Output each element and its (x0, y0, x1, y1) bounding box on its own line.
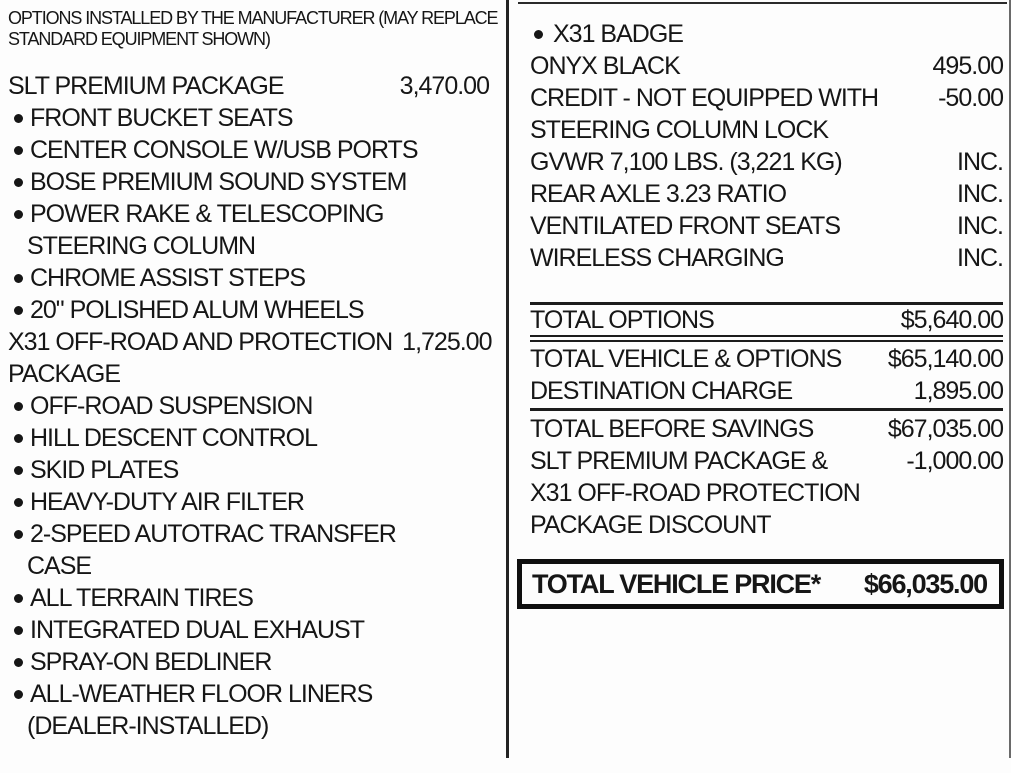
option-text: SPRAY-ON BEDLINER (30, 648, 272, 676)
option-row (8, 70, 489, 102)
option-text: STEERING COLUMN LOCK (530, 116, 829, 144)
bullet-icon (8, 614, 30, 646)
bullet-icon (530, 18, 553, 50)
option-row (8, 678, 489, 710)
option-text: GVWR 7,100 LBS. (3,221 KG) (530, 148, 842, 176)
totals-row (530, 413, 1003, 445)
totals-row (530, 477, 1003, 509)
option-text: ALL-WEATHER FLOOR LINERS (30, 680, 373, 708)
options-right-column (507, 0, 1011, 609)
option-row (8, 230, 489, 262)
totals-row (530, 375, 1003, 407)
option-text: WIRELESS CHARGING (530, 244, 784, 272)
option-row (530, 82, 1003, 114)
totals-label: SLT PREMIUM PACKAGE & (530, 447, 828, 475)
totals-label: TOTAL OPTIONS (530, 306, 714, 334)
totals-section (530, 302, 1003, 543)
option-row (530, 114, 1003, 146)
bullet-icon (8, 518, 30, 550)
option-text: POWER RAKE & TELESCOPING (30, 200, 384, 228)
totals-label: PACKAGE DISCOUNT (530, 511, 771, 539)
option-text: STEERING COLUMN (27, 232, 256, 260)
option-price: INC. (957, 212, 1003, 240)
option-row (530, 210, 1003, 242)
option-row (8, 550, 489, 582)
option-row (8, 166, 489, 198)
option-text: INTEGRATED DUAL EXHAUST (30, 616, 364, 644)
totals-row (530, 509, 1003, 541)
totals-value: $5,640.00 (900, 306, 1003, 334)
option-text: OFF-ROAD SUSPENSION (30, 392, 313, 420)
bullet-icon (8, 262, 30, 294)
totals-value (993, 477, 1003, 509)
totals-vehicle-group (530, 342, 1003, 411)
bullet-icon (8, 102, 30, 134)
option-price: 3,470.00 (399, 72, 489, 100)
option-text: BOSE PREMIUM SOUND SYSTEM (30, 168, 407, 196)
option-text: SKID PLATES (30, 456, 179, 484)
bullet-icon (8, 422, 30, 454)
option-text: HEAVY-DUTY AIR FILTER (30, 488, 304, 516)
option-row (8, 518, 489, 550)
option-text: SLT PREMIUM PACKAGE (8, 72, 284, 100)
option-row (8, 326, 492, 358)
option-row (8, 422, 489, 454)
bullet-icon (8, 486, 30, 518)
totals-value: $65,140.00 (887, 345, 1003, 373)
option-row (8, 710, 489, 742)
totals-row (530, 305, 1003, 335)
totals-value (993, 509, 1003, 541)
option-row (8, 134, 489, 166)
option-row (8, 486, 489, 518)
option-text: REAR AXLE 3.23 RATIO (530, 180, 787, 208)
option-row (8, 646, 489, 678)
header-line-1: OPTIONS INSTALLED BY THE MANUFACTURER (MAY REPLACE (8, 8, 498, 28)
bullet-icon (8, 294, 30, 326)
totals-label: TOTAL VEHICLE & OPTIONS (530, 345, 842, 373)
option-row (530, 242, 1003, 274)
option-text: X31 OFF-ROAD AND PROTECTION (8, 328, 393, 356)
bullet-icon (8, 198, 30, 230)
option-row (8, 102, 489, 134)
option-row (8, 198, 489, 230)
total-price-box (517, 559, 1004, 609)
bullet-icon (8, 582, 30, 614)
option-row (8, 614, 489, 646)
bullet-icon (8, 646, 30, 678)
totals-label: X31 OFF-ROAD PROTECTION (530, 479, 860, 507)
option-text: PACKAGE (8, 360, 121, 388)
bullet-icon (8, 166, 30, 198)
option-row (530, 50, 1003, 82)
option-text: CREDIT - NOT EQUIPPED WITH (530, 84, 879, 112)
option-price: INC. (957, 244, 1003, 272)
totals-value: 1,895.00 (913, 377, 1003, 405)
left-options-list (8, 70, 492, 742)
totals-options-group (530, 302, 1003, 342)
totals-row (530, 445, 1003, 477)
bullet-icon (8, 678, 30, 710)
totals-label: TOTAL BEFORE SAVINGS (530, 415, 814, 443)
option-row (530, 18, 1003, 50)
section-top-rule (518, 2, 1007, 4)
totals-value: $67,035.00 (887, 415, 1003, 443)
option-text: CHROME ASSIST STEPS (30, 264, 306, 292)
option-price: INC. (957, 148, 1003, 176)
option-row (8, 358, 489, 390)
option-text: HILL DESCENT CONTROL (30, 424, 318, 452)
option-text: CASE (27, 552, 92, 580)
option-text: 2-SPEED AUTOTRAC TRANSFER (30, 520, 396, 548)
totals-label: DESTINATION CHARGE (530, 377, 793, 405)
totals-value: -1,000.00 (906, 447, 1003, 475)
totals-row (530, 343, 1003, 375)
option-price: 495.00 (932, 52, 1003, 80)
option-row (8, 582, 489, 614)
option-price: -50.00 (938, 84, 1003, 112)
option-row (8, 294, 489, 326)
bullet-icon (8, 134, 30, 166)
option-text: (DEALER-INSTALLED) (27, 712, 269, 740)
options-left-column (0, 0, 507, 742)
option-row (8, 262, 489, 294)
total-price-value: $66,035.00 (863, 569, 987, 599)
header-line-2: STANDARD EQUIPMENT SHOWN) (8, 29, 270, 49)
option-price: INC. (957, 180, 1003, 208)
option-text: ONYX BLACK (530, 52, 680, 80)
option-text: CENTER CONSOLE W/USB PORTS (30, 136, 418, 164)
option-text: ALL TERRAIN TIRES (30, 584, 253, 612)
option-text: FRONT BUCKET SEATS (30, 104, 293, 132)
total-price-label: TOTAL VEHICLE PRICE* (532, 569, 821, 599)
bullet-icon (8, 454, 30, 486)
option-text: 20" POLISHED ALUM WHEELS (30, 296, 364, 324)
bullet-icon (8, 390, 30, 422)
option-price: 1,725.00 (402, 328, 492, 356)
option-row (530, 146, 1003, 178)
right-options-list (530, 18, 1003, 274)
option-text: X31 BADGE (553, 20, 683, 48)
option-row (8, 454, 489, 486)
option-row (8, 390, 489, 422)
totals-savings-group (530, 411, 1003, 543)
option-row (530, 178, 1003, 210)
option-text: VENTILATED FRONT SEATS (530, 212, 840, 240)
manufacturer-options-header (8, 8, 498, 50)
